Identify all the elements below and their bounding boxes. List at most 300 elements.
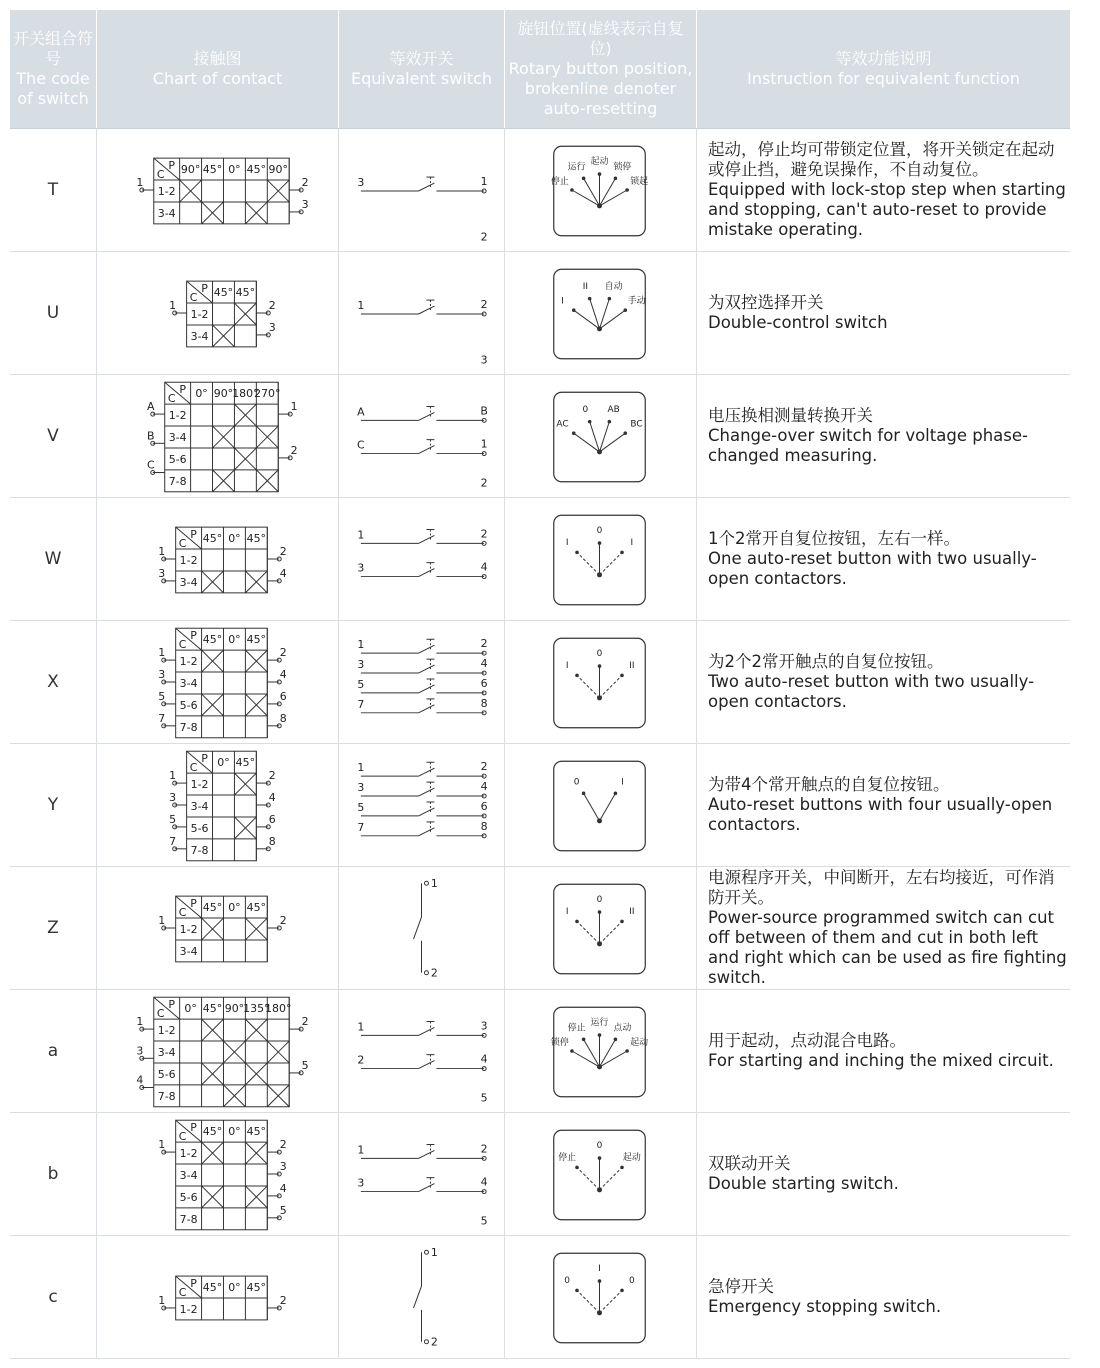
knob-center [597,1064,602,1069]
rotary-position-svg [505,621,696,743]
equiv-label: 4 [480,1052,488,1066]
equiv-label: 1 [480,175,488,189]
terminal-right-label: 3 [279,1160,287,1174]
switch-code: b [47,1164,59,1184]
rotary-position-cell [505,129,697,251]
knob-center [597,695,602,700]
equivalent-switch-cell [339,867,505,989]
equiv-label: C [357,438,365,452]
chart-row-label: 3-4 [157,206,176,220]
equiv-label: 4 [480,780,488,794]
knob-position-dot [620,1166,624,1170]
knob-position-label: 0 [596,1141,603,1152]
equiv-label: 4 [480,560,488,574]
chart-angle-label: 45° [235,756,256,770]
knob-position-dot [575,551,579,555]
equiv-label: 7 [357,697,365,711]
knob-position-dot [598,1033,602,1037]
contact-chart-cell [97,744,339,866]
equiv-label: 6 [480,799,488,813]
knob-position-dot [614,792,618,796]
knob-position-dot [572,308,576,312]
knob-position-line [574,310,600,329]
switch-code-cell [10,1236,97,1358]
chart-row-label: 3-4 [179,676,198,690]
terminal-right-label: 8 [279,711,287,725]
equivalent-switch-cell [339,375,505,497]
header-equiv [339,10,505,128]
knob-position-label: 锁起 [630,177,649,188]
terminal-right-label: 2 [279,646,287,660]
knob-position-line [577,552,600,575]
equivalent-switch-cell [339,1113,505,1235]
switch-blade [419,665,435,673]
chart-angle-label: 0° [228,532,241,546]
chart-row-label: 3-4 [179,1168,198,1182]
knob-center [597,818,602,823]
instruction-en: Change-over switch for voltage phase-changed measuring. [708,426,1028,465]
equivalent-switch-cell [339,252,505,374]
knob-position-line [590,422,600,452]
equiv-label: 5 [357,800,365,814]
knob-position-dot [598,910,602,914]
chart-angle-label: 45° [246,1281,267,1295]
equiv-label: 3 [357,1176,365,1190]
rotary-position-cell [505,252,697,374]
equiv-label: 3 [357,658,365,672]
knob-position-line [590,299,600,329]
chart-p-label: P [168,159,175,173]
terminal-left-label: 7 [158,711,166,725]
rotary-position [551,146,648,236]
contact-chart [158,1120,286,1230]
instruction-en: For starting and inching the mixed circuit. [708,1051,1054,1070]
header-rotary [505,10,697,128]
terminal-dot [424,971,428,975]
knob-position-label: 0 [573,777,580,788]
knob-position-dot [608,420,612,424]
equiv-label: 1 [357,299,365,313]
switch-blade [419,705,435,713]
knob-position-label: 起动 [590,157,609,168]
switch-blade [419,788,435,796]
switch-blade [419,446,435,454]
chart-p-label: P [190,629,197,643]
chart-angle-label: 45° [202,532,223,546]
knob-position-dot [575,920,579,924]
terminal-dot [424,881,428,885]
table-row [10,129,1070,252]
chart-row-label: 1-2 [190,307,209,321]
instruction-cell [697,621,1070,743]
equivalent-switch-cell [339,744,505,866]
knob-center [597,203,602,208]
instruction-en: Emergency stopping switch. [708,1297,942,1316]
switch-blade [419,1061,435,1069]
instruction-cn: 电压换相测量转换开关 [708,406,873,425]
instruction-cn: 为带4个常开触点的自复位按钮。 [708,775,950,794]
terminal-left-label: 1 [136,1015,144,1029]
table-row [10,621,1070,744]
equiv-label: 1 [357,1143,365,1157]
contact-chart-cell [97,990,339,1112]
knob-center [597,1187,602,1192]
equivalent-switch-svg [339,1113,504,1235]
equivalent-switch-cell [339,621,505,743]
knob-position-label: 停止 [558,1152,577,1163]
table-header [10,10,1070,129]
knob-position-line [600,422,610,452]
chart-row-label: 7-8 [157,1089,176,1103]
terminal-left-label: 5 [158,689,166,703]
equivalent-switch [357,637,487,715]
header-rotary-cn: 旋钮位置(虚线表示自复位) [517,19,684,58]
chart-row-label: 1-2 [179,1302,198,1316]
knob-position-label: 运行 [590,1018,609,1029]
knob-position-dot [598,664,602,668]
knob-position-dot [598,541,602,545]
equiv-label: 1 [430,877,438,891]
instruction-cn: 急停开关 [708,1277,774,1296]
contact-chart [136,158,308,224]
terminal-right-label: 4 [279,566,287,580]
rotary-position [554,761,646,851]
knob-center [597,572,602,577]
switch-code-cell [10,252,97,374]
equivalent-switch-svg [339,375,504,497]
instruction-text [708,652,1070,712]
contact-chart [169,751,276,861]
chart-p-label: P [201,282,208,296]
rotary-position [554,884,646,974]
contact-chart-svg [97,867,338,989]
contact-chart-svg [97,990,338,1112]
knob-position-dot [582,1038,586,1042]
chart-angle-label: 45° [246,163,267,177]
knob-position-label: 运行 [567,162,586,173]
contact-chart-svg [97,129,338,251]
knob-position-dot [582,177,586,181]
knob-position-dot [575,1166,579,1170]
contact-chart-svg [97,621,338,743]
instruction-cn: 为双控选择开关 [708,293,824,312]
knob-position-label: AB [607,405,620,416]
switch-blade [419,412,435,420]
knob-position-label: 0 [596,526,603,537]
chart-angle-label: 45° [202,1002,223,1016]
switch-code-cell [10,621,97,743]
contact-chart-svg [97,1113,338,1235]
switch-code: Y [47,795,59,815]
contact-chart-svg [97,1236,338,1358]
equivalent-switch [357,404,488,489]
knob-position-dot [575,1289,579,1293]
chart-c-label: C [156,1007,165,1021]
equiv-label: 3 [480,1019,488,1033]
chart-row-label: 3-4 [190,329,209,343]
knob-position-label: I [630,537,634,548]
knob-position-label: 手动 [627,296,646,307]
chart-p-label: P [168,998,175,1012]
chart-angle-label: 0° [228,163,241,177]
equivalent-switch-cell [339,129,505,251]
header-equiv-cn: 等效开关 [389,49,454,68]
equiv-label: 3 [357,561,365,575]
equiv-label: 2 [430,966,438,980]
switch-blade [419,1027,435,1035]
chart-angle-label: 45° [202,633,223,647]
terminal-right-label: 2 [301,176,309,190]
rotary-position [554,392,646,482]
chart-row-label: 5-6 [168,452,187,466]
terminal-right-label: 3 [268,320,276,334]
switch-blade [419,685,435,693]
terminal-right-label: 2 [279,1138,287,1152]
rotary-position [554,1253,646,1343]
chart-row-label: 7-8 [179,1212,198,1226]
chart-c-label: C [189,291,198,305]
chart-angle-label: 0° [217,756,230,770]
contact-chart-cell [97,1113,339,1235]
instruction-cell [697,1113,1070,1235]
chart-angle-label: 45° [246,532,267,546]
knob-position-dot [598,1279,602,1283]
knob-position-dot [570,1049,574,1053]
switch-code: Z [47,918,59,938]
knob-position-dot [614,177,618,181]
equivalent-switch-svg [339,744,504,866]
knob-position-label: 0 [582,405,589,416]
instruction-text [708,293,1070,333]
chart-row-label: 7-8 [190,843,209,857]
contact-chart-svg [97,744,338,866]
instruction-text [708,775,1070,835]
knob-position-dot [588,420,592,424]
knob-position-dot [625,1049,629,1053]
header-instr-cn: 等效功能说明 [835,49,932,68]
header-chart [97,10,339,128]
chart-angle-label: 45° [202,163,223,177]
terminal-right-label: 6 [279,689,287,703]
instruction-en: Double-control switch [708,313,888,332]
knob-position-dot [582,792,586,796]
instruction-text [708,1154,1070,1194]
knob-position-label: 0 [564,1275,570,1286]
switch-code-cell [10,990,97,1112]
chart-angle-label: 90° [180,163,201,177]
chart-angle-label: 0° [228,633,241,647]
knob-position-line [577,1290,600,1313]
instruction-text [708,868,1070,988]
switch-blade [419,183,435,191]
switch-blade [414,917,422,939]
knob-position-label: I [621,777,624,788]
equiv-label: 2 [480,1142,488,1156]
equiv-label: 1 [357,528,365,542]
instruction-cell [697,375,1070,497]
switch-code: V [47,426,59,446]
knob-position-line [577,921,600,944]
equiv-label: 5 [480,1214,488,1228]
header-instr-en: Instruction for equivalent function [747,69,1020,88]
chart-c-label: C [178,638,187,652]
knob-position-label: II [582,282,589,293]
knob-position-dot [620,1289,624,1293]
header-code-en: The code of switch [16,69,90,108]
chart-p-label: P [201,752,208,766]
equivalent-switch [357,175,487,244]
knob-position-line [600,433,626,452]
knob-position-dot [623,431,627,435]
instruction-en: Equipped with lock-stop step when starting and stopping, can't auto-reset to provide mistake operating. [708,180,1066,239]
chart-row-label: 3-4 [190,799,209,813]
instruction-cell [697,129,1070,251]
equivalent-switch [357,1142,487,1227]
switch-blade [414,1286,422,1308]
equiv-label: A [357,405,365,419]
chart-row-label: 1-2 [179,655,198,669]
equiv-label: 3 [357,781,365,795]
equivalent-switch [357,1019,487,1104]
chart-c-label: C [156,168,165,182]
table-row [10,1113,1070,1236]
terminal-left-label: 7 [169,834,177,848]
header-equiv-en: Equivalent switch [351,69,492,88]
switch-blade [419,1184,435,1192]
rotary-position-svg [505,375,696,497]
chart-angle-label: 0° [184,1002,197,1016]
equiv-label: 1 [357,1020,365,1034]
header-instruction [697,10,1070,128]
instruction-en: Double starting switch. [708,1174,899,1193]
instruction-cell [697,1236,1070,1358]
rotary-position-cell [505,990,697,1112]
knob-position-label: BC [630,419,643,430]
instruction-cn: 用于起动，点动混合电路。 [708,1031,906,1050]
contact-chart [169,281,276,347]
rotary-position-cell [505,867,697,989]
rotary-position-svg [505,1113,696,1235]
terminal-right-label: 2 [268,769,276,783]
knob-position-label: 0 [596,649,603,660]
chart-angle-label: 0° [228,1125,241,1139]
contact-chart-cell [97,375,339,497]
chart-angle-label: 45° [213,286,234,300]
equiv-label: 1 [357,761,365,775]
knob-position-dot [623,308,627,312]
switch-code-cell [10,1113,97,1235]
switch-blade [419,645,435,653]
switch-blade [419,1150,435,1158]
equiv-label: 2 [480,637,488,651]
terminal-right-label: 2 [279,914,287,928]
knob-position-dot [614,1038,618,1042]
terminal-right-label: 5 [279,1203,287,1217]
terminal-dot [424,1250,428,1254]
chart-angle-label: 45° [246,901,267,915]
chart-angle-label: 0° [195,387,208,401]
knob-position-label: I [565,906,569,917]
rotary-position-cell [505,375,697,497]
knob-position-dot [575,674,579,678]
chart-row-label: 7-8 [179,720,198,734]
knob-position-line [577,675,600,698]
instruction-cn: 为2个2常开触点的自复位按钮。 [708,652,944,671]
equiv-label: 3 [480,353,488,367]
equivalent-switch-svg [339,990,504,1112]
chart-angle-label: 270° [254,387,281,401]
contact-chart-cell [97,621,339,743]
terminal-left-label: 3 [158,668,166,682]
chart-angle-label: 45° [202,1125,223,1139]
knob-position-line [600,1167,623,1190]
header-chart-en: Chart of contact [152,69,283,88]
instruction-text [708,1277,1070,1317]
instruction-en: Power-source programmed switch can cut off between of them and cut in both left and right which can be used as fire fighting switch. [708,908,1067,987]
switch-code: c [48,1287,58,1307]
switch-blade [419,828,435,836]
chart-angle-label: 0° [228,901,241,915]
header-code-cn: 开关组合符号 [12,29,93,68]
instruction-cell [697,867,1070,989]
chart-angle-label: 45° [246,633,267,647]
knob-position-label: 锁停 [550,1038,569,1049]
chart-angle-label: 180° [232,387,259,401]
knob-position-dot [625,188,629,192]
table-row [10,498,1070,621]
instruction-cn: 1个2常开自复位按钮，左右一样。 [708,529,960,548]
chart-angle-label: 180° [265,1002,292,1016]
rotary-position-svg [505,129,696,251]
knob-position-label: 0 [596,895,603,906]
terminal-right-label: 2 [268,299,276,313]
instruction-en: Auto-reset buttons with four usually-open contactors. [708,795,1053,834]
equivalent-switch-cell [339,498,505,620]
terminal-right-label: 1 [290,400,298,414]
equiv-label: 5 [357,677,365,691]
knob-frame [554,269,646,359]
terminal-right-label: 2 [279,1293,287,1307]
equiv-label: 3 [357,176,365,190]
instruction-cn: 电源程序开关，中间断开，左右均接近，可作消防开关。 [708,868,1055,907]
equiv-label: 4 [480,657,488,671]
instruction-cell [697,990,1070,1112]
switch-code: a [47,1041,59,1061]
header-code [10,10,97,128]
equivalent-switch [357,298,487,367]
switch-code-cell [10,375,97,497]
knob-position-label: 0 [629,1275,635,1286]
knob-position-dot [572,431,576,435]
terminal-right-label: 2 [290,443,298,457]
contact-chart [158,1276,286,1320]
equivalent-switch-cell [339,1236,505,1358]
instruction-en: One auto-reset button with two usually-open contactors. [708,549,1037,588]
terminal-left-label: C [146,458,155,472]
knob-position-line [600,1290,623,1313]
chart-p-label: P [190,897,197,911]
switch-code-cell [10,129,97,251]
knob-position-label: II [629,906,635,917]
terminal-right-label: 2 [279,545,287,559]
chart-row-label: 1-2 [179,1147,198,1161]
rotary-position [554,269,646,359]
knob-position-line [600,552,623,575]
switch-code-cell [10,498,97,620]
chart-row-label: 1-2 [157,1024,176,1038]
chart-row-label: 1-2 [179,553,198,567]
contact-chart-svg [97,375,338,497]
